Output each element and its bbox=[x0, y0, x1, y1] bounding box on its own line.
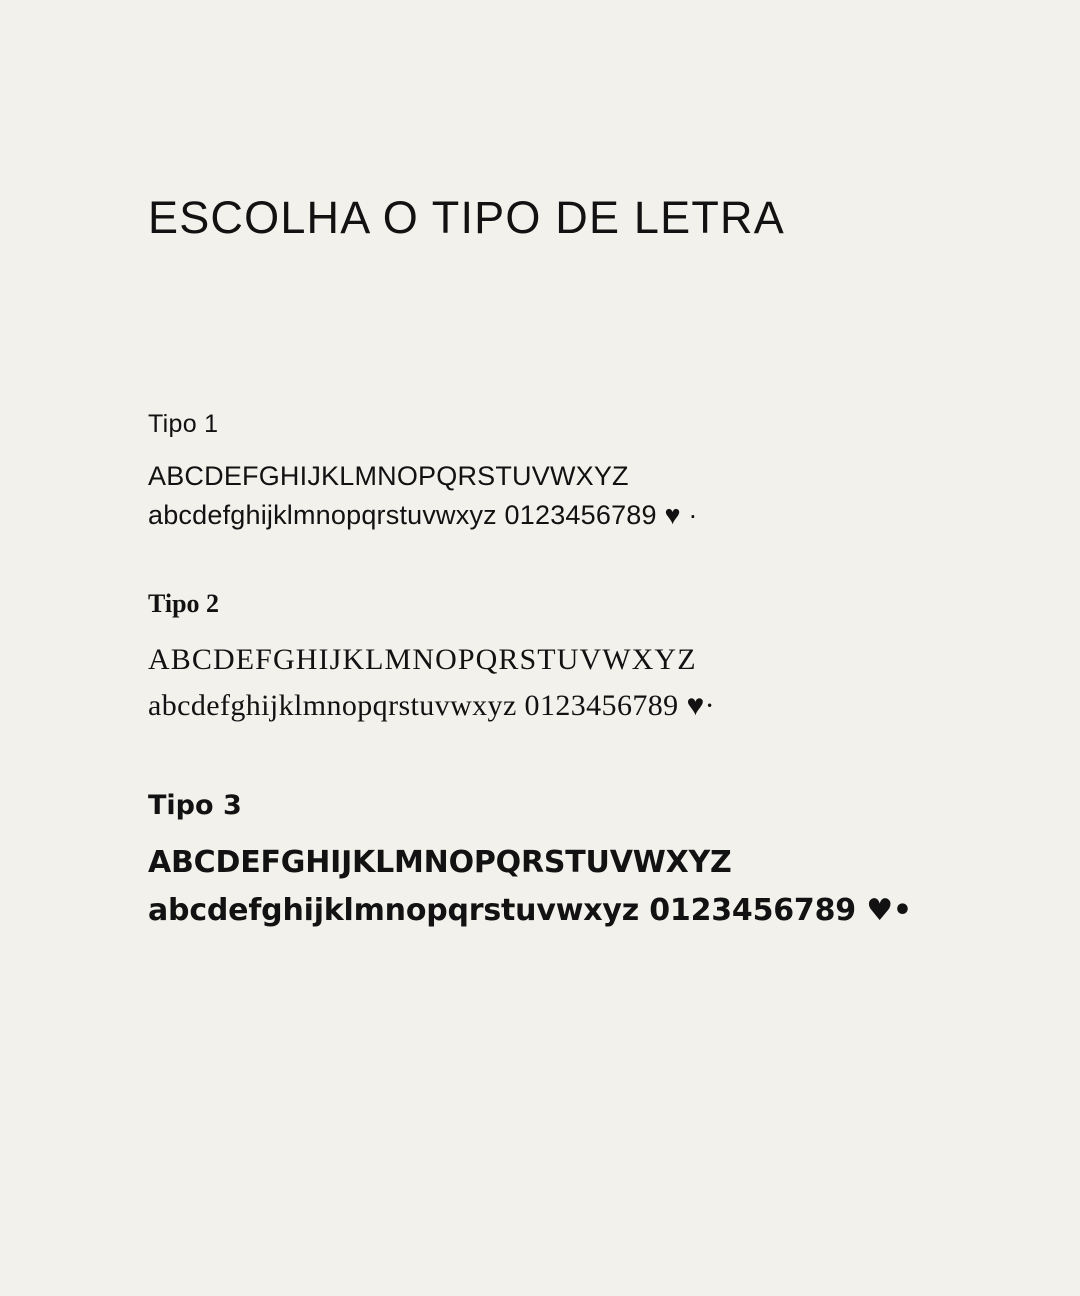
font-sample-lowercase-row bbox=[148, 887, 1008, 935]
font-sample-label: Tipo 1 bbox=[148, 410, 219, 438]
font-sample-label: Tipo 3 bbox=[148, 789, 242, 821]
font-sample-lowercase-numbers: abcdefghijklmnopqrstuvwxyz 0123456789 bbox=[148, 499, 657, 530]
font-sample-lowercase-row bbox=[148, 683, 1008, 730]
font-sample-uppercase: ABCDEFGHIJKLMNOPQRSTUVWXYZ bbox=[148, 642, 697, 676]
font-sample-tipo-1[interactable] bbox=[148, 408, 1008, 535]
font-sample-uppercase: ABCDEFGHIJKLMNOPQRSTUVWXYZ bbox=[148, 460, 629, 491]
font-sample-lowercase-row bbox=[148, 496, 1008, 535]
font-sample-uppercase: ABCDEFGHIJKLMNOPQRSTUVWXYZ bbox=[148, 844, 732, 880]
font-sample-tipo-3[interactable] bbox=[148, 788, 1008, 935]
heart-icon: ♥· bbox=[686, 689, 716, 723]
page-title: ESCOLHA O TIPO DE LETRA bbox=[148, 192, 785, 244]
font-sample-lowercase-numbers: abcdefghijklmnopqrstuvwxyz 0123456789 bbox=[148, 689, 679, 723]
heart-icon: ♥ · bbox=[664, 499, 698, 530]
heart-icon: ♥• bbox=[866, 892, 912, 928]
font-sample-label: Tipo 2 bbox=[148, 588, 220, 618]
font-sample-list bbox=[148, 408, 1008, 987]
font-sample-tipo-2[interactable] bbox=[148, 587, 1008, 730]
font-sample-lowercase-numbers: abcdefghijklmnopqrstuvwxyz 0123456789 bbox=[148, 892, 856, 928]
